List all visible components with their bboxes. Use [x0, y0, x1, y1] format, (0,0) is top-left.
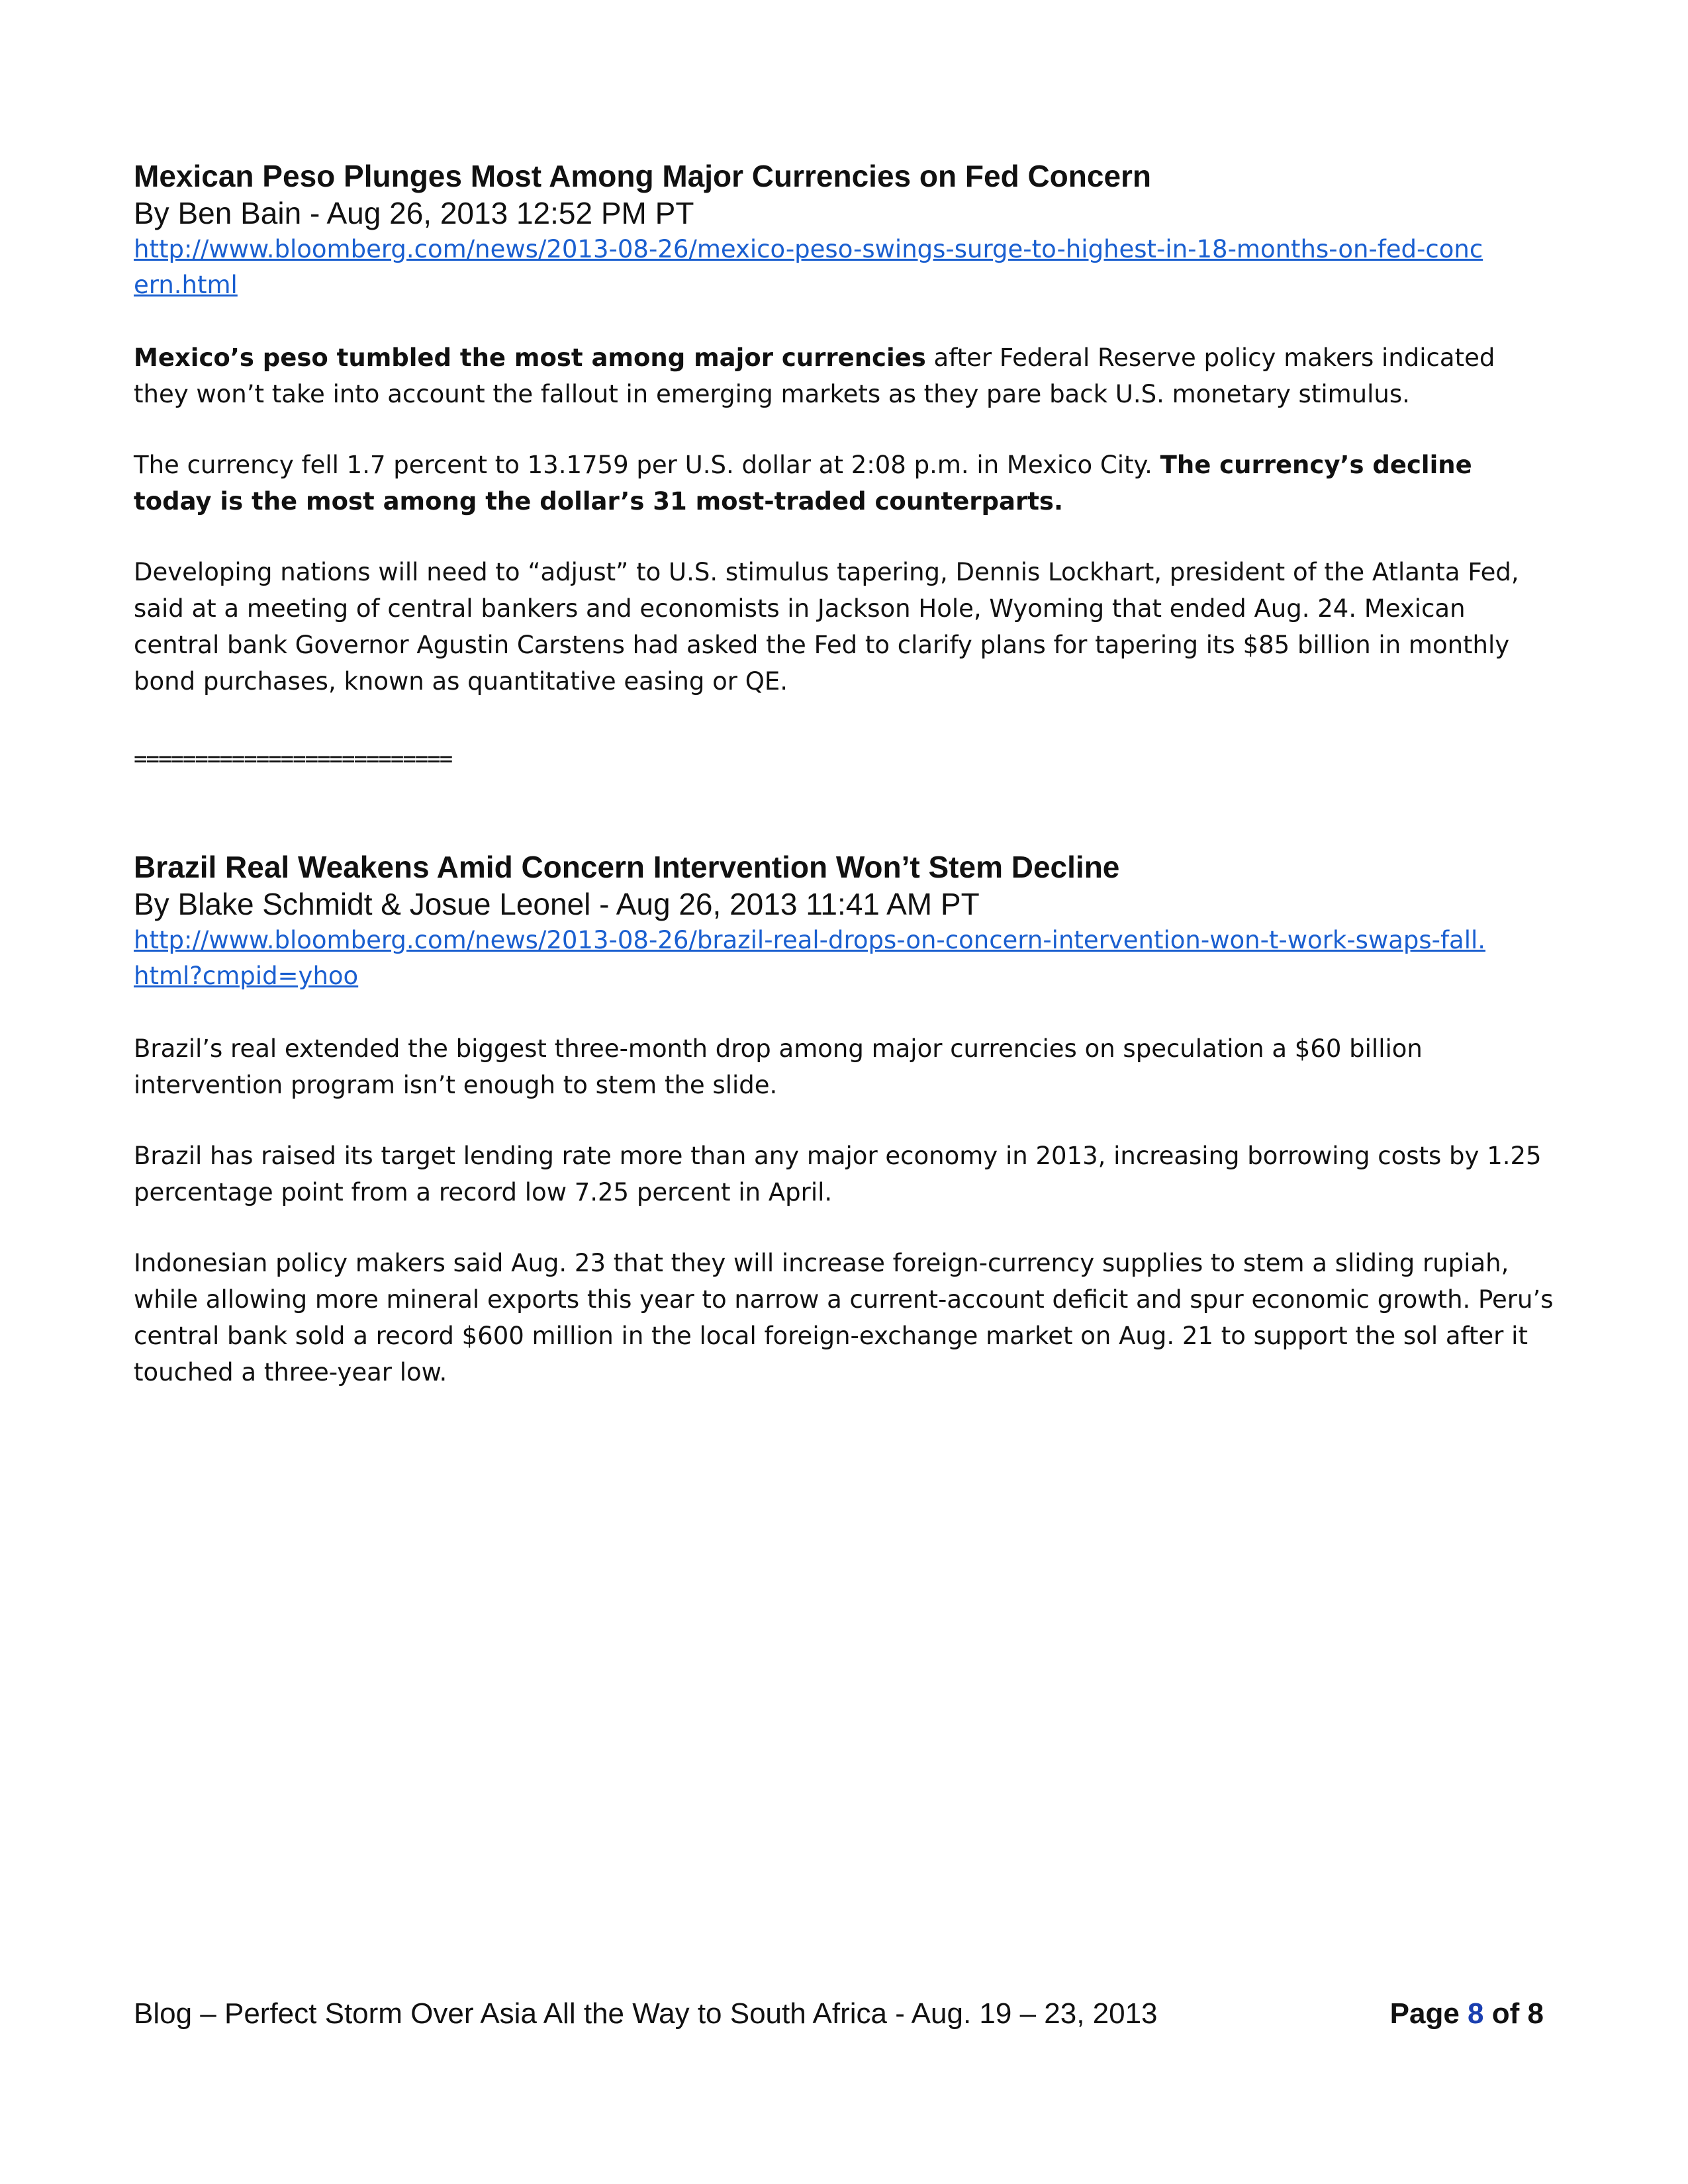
article-1-paragraph-2: [134, 447, 1557, 520]
article-1-p2-bold: The currency’s decline today is the most among the dollar’s 31 most-traded counterparts.: [134, 451, 1472, 516]
article-1-link[interactable]: http://www.bloomberg.com/news/2013-08-26/mexico-peso-swings-surge-to-highest-in-18-months-on-fed-concern.html: [134, 235, 1483, 299]
article-1-p2-text: The currency fell 1.7 percent to 13.1759 per U.S. dollar at 2:08 p.m. in Mexico City.: [134, 451, 1160, 479]
article-2-byline: By Blake Schmidt & Josue Leonel - Aug 26, 2013 11:41 AM PT: [134, 887, 980, 921]
page-current: 8: [1468, 1997, 1484, 2030]
article-2-paragraph-3: Indonesian policy makers said Aug. 23 that they will increase foreign-currency supplies to stem a sliding rupiah, while allowing more mineral exports this year to narrow a current-account deficit and spur economic growth. Peru’s central bank sold a record $600 million in the local foreign-exchange market on Aug. 21 to support the sol after it touched a three-year low.: [134, 1249, 1554, 1387]
page-mid: of: [1483, 1997, 1528, 2030]
article-1-headline: Mexican Peso Plunges Most Among Major Currencies on Fed Concern: [134, 159, 1152, 193]
page-total: 8: [1527, 1997, 1544, 2030]
article-2-paragraph-1: Brazil’s real extended the biggest three-month drop among major currencies on speculation a $60 billion intervention program isn’t enough to stem the slide.: [134, 1034, 1423, 1099]
separator-line: ==========================: [134, 746, 452, 772]
article-2-link[interactable]: http://www.bloomberg.com/news/2013-08-26/brazil-real-drops-on-concern-intervention-won-t-work-swaps-fall.html?cmpid=yhoo: [134, 926, 1486, 990]
article-2-paragraph-2: Brazil has raised its target lending rate more than any major economy in 2013, increasing borrowing costs by 1.25 percentage point from a record low 7.25 percent in April.: [134, 1142, 1542, 1206]
article-1-paragraph-1: [134, 340, 1557, 412]
article-2-headline: Brazil Real Weakens Amid Concern Intervention Won’t Stem Decline: [134, 850, 1120, 884]
article-1-byline: By Ben Bain - Aug 26, 2013 12:52 PM PT: [134, 196, 694, 230]
article-1-p1-text: after Federal Reserve policy makers indicated they won’t take into account the fallout in emerging markets as they pare back U.S. monetary stimulus.: [134, 343, 1495, 408]
page-number: [1390, 1995, 1544, 2032]
article-1-paragraph-3: Developing nations will need to “adjust” to U.S. stimulus tapering, Dennis Lockhart, president of the Atlanta Fed, said at a meeting of central bankers and economists in Jackson Hole, Wyoming that ended Aug. 24. Mexican central bank Governor Agustin Carstens had asked the Fed to clarify plans for tapering its $85 billion in monthly bond purchases, known as quantitative easing or QE.: [134, 558, 1519, 696]
footer-title: Blog – Perfect Storm Over Asia All the Way to South Africa - Aug. 19 – 23, 2013: [134, 1997, 1158, 2030]
page-content: [134, 158, 1557, 1390]
page-prefix: Page: [1389, 1997, 1468, 2030]
article-1-p1-bold: Mexico’s peso tumbled the most among major currencies: [134, 343, 926, 372]
